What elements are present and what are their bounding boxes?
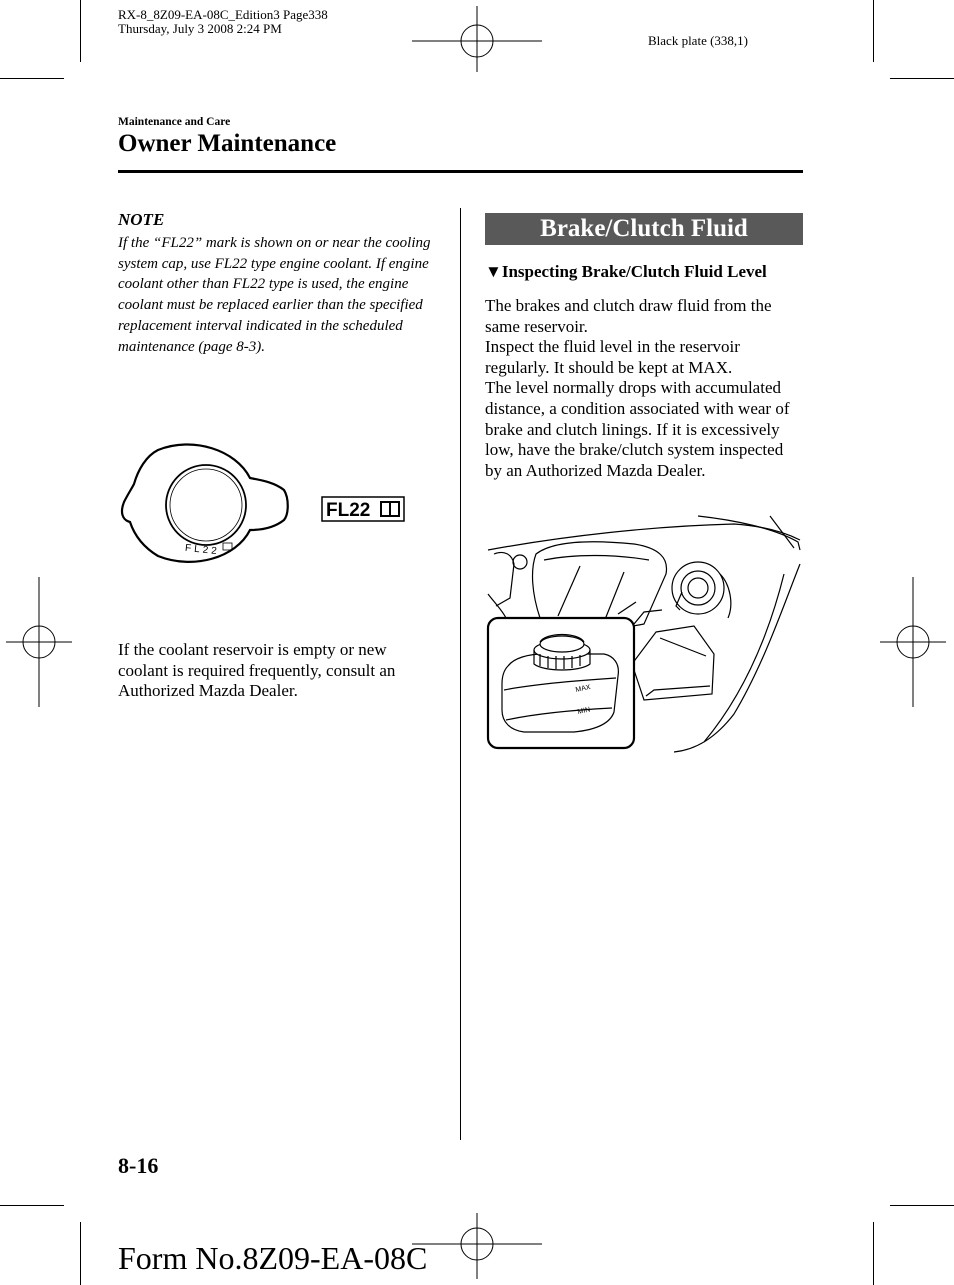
column-divider xyxy=(460,208,461,1140)
crop-mark xyxy=(890,1205,954,1206)
note-heading: NOTE xyxy=(118,210,165,229)
registration-mark-left xyxy=(6,577,72,707)
subheading xyxy=(485,262,767,282)
paragraph: The level normally drops with accumulated distance, a condition associated with wear of brake and clutch linings. If it is excessively low, have the brake/clutch system inspected by an Authorized Mazda Dealer. xyxy=(485,378,790,480)
registration-mark-top xyxy=(412,6,542,72)
brake-fluid-reservoir-illustration xyxy=(484,514,804,754)
crop-mark xyxy=(80,1222,81,1285)
crop-mark xyxy=(873,0,874,62)
print-info xyxy=(118,8,328,36)
max-label: MAX xyxy=(574,683,592,694)
note-body: If the “FL22” mark is shown on or near the cooling system cap, use FL22 type engine coolant. If engine coolant other than FL22 type is used, the engine coolant must be replaced earlier than the specified replacement interval indicated in the scheduled maintenance (page 8-3). xyxy=(118,235,431,355)
crop-mark xyxy=(0,78,64,79)
triangle-marker-icon: ▼ xyxy=(485,262,502,281)
registration-mark-right xyxy=(880,577,946,707)
print-info-line-2: Thursday, July 3 2008 2:24 PM xyxy=(118,21,282,36)
section-banner: Brake/Clutch Fluid xyxy=(485,213,803,245)
crop-mark xyxy=(873,1222,874,1285)
crop-mark xyxy=(890,78,954,79)
title-rule xyxy=(118,170,803,173)
subheading-text: Inspecting Brake/Clutch Fluid Level xyxy=(501,262,767,281)
radiator-cap-illustration xyxy=(118,440,418,570)
form-number: Form No.8Z09-EA-08C xyxy=(118,1240,428,1276)
page-title: Owner Maintenance xyxy=(118,130,337,157)
plate-label: Black plate (338,1) xyxy=(648,33,748,48)
crop-mark xyxy=(0,1205,64,1206)
print-info-line-1: RX-8_8Z09-EA-08C_Edition3 Page338 xyxy=(118,7,328,22)
brake-fluid-text xyxy=(485,296,803,481)
min-label: MIN xyxy=(576,706,591,716)
page-number: 8-16 xyxy=(118,1153,159,1178)
paragraph: Inspect the fluid level in the reservoir regularly. It should be kept at MAX. xyxy=(485,337,740,377)
coolant-paragraph: If the coolant reservoir is empty or new coolant is required frequently, consult an Authorized Mazda Dealer. xyxy=(118,640,396,701)
cap-mark-text: FL22 xyxy=(184,542,221,558)
crop-mark xyxy=(80,0,81,62)
fl22-badge-text: FL22 xyxy=(326,500,371,521)
registration-mark-bottom xyxy=(412,1213,542,1279)
paragraph: The brakes and clutch draw fluid from the same reservoir. xyxy=(485,296,772,336)
book-icon xyxy=(380,501,400,517)
section-label: Maintenance and Care xyxy=(118,116,231,128)
